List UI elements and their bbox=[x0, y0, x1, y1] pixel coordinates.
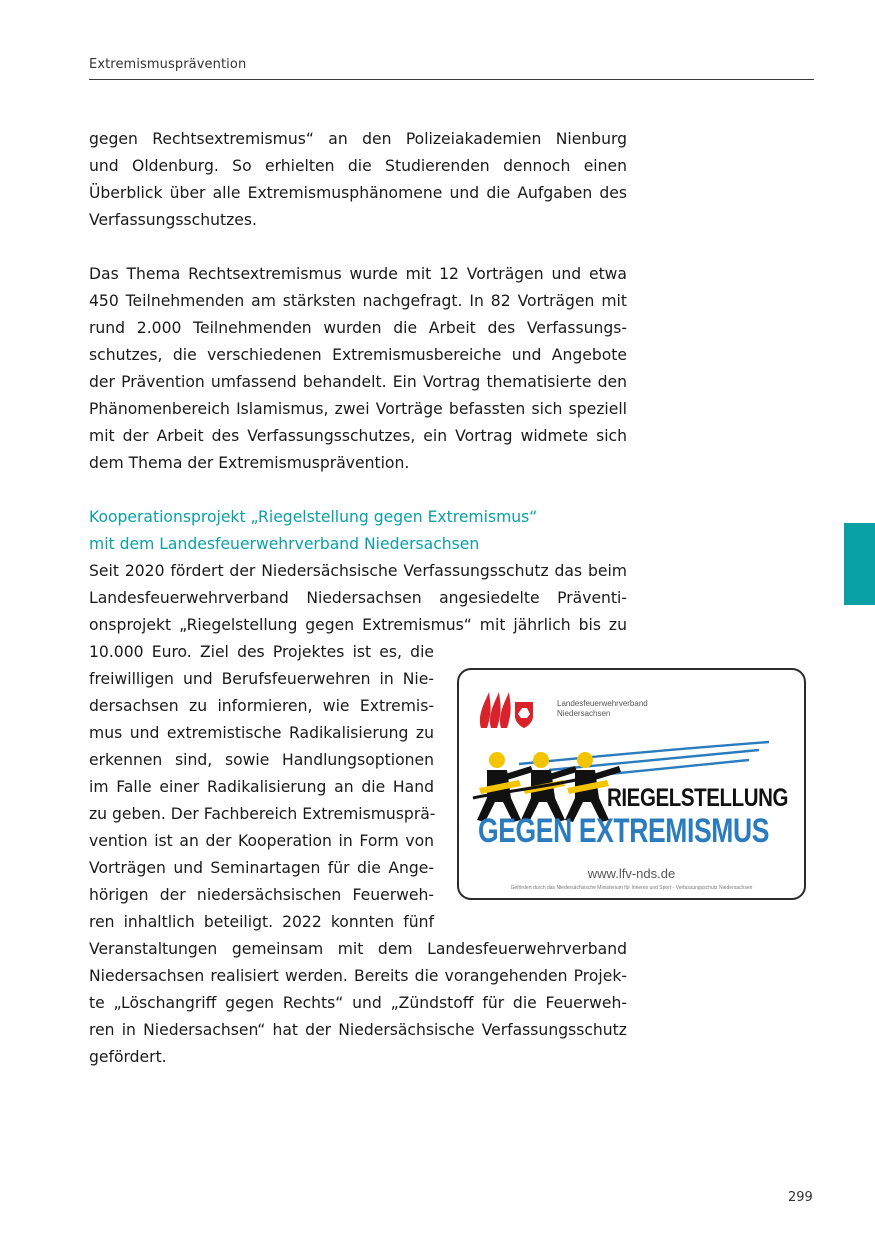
text-line: schutzes, die verschiedenen Extremismusbereiche und Angebote bbox=[89, 346, 627, 364]
section-paragraph-wrapped bbox=[89, 639, 434, 936]
text-line: te „Löschangriff gegen Rechts“ und „Zündstoff für die Feuerweh- bbox=[89, 994, 627, 1012]
running-head: Extremismusprävention bbox=[89, 57, 247, 72]
text-line: Vorträgen und Seminartagen für die Ange- bbox=[89, 859, 434, 877]
paragraph-1 bbox=[89, 126, 627, 234]
text-line: mit der Arbeit des Verfassungsschutzes, ein Vortrag widmete sich bbox=[89, 427, 627, 445]
text-line: Landesfeuerwehrverband Niedersachsen angesiedelte Präventi- bbox=[89, 589, 627, 607]
text-line: gefördert. bbox=[89, 1048, 167, 1066]
text-line: erkennen sind, sowie Handlungsoptionen bbox=[89, 751, 434, 769]
logo-subtitle: GEGEN EXTREMISMUS bbox=[478, 812, 770, 850]
logo-funding-note: Gefördert durch das Niedersächsische Ministerium für Inneres und Sport - Verfassungsschutz Niedersachsen bbox=[510, 885, 753, 891]
paragraph-2 bbox=[89, 261, 627, 477]
logo-organization-name bbox=[557, 699, 648, 719]
text-line: mus und extremistische Radikalisierung zu bbox=[89, 724, 434, 742]
text-line: Veranstaltungen gemeinsam mit dem Landesfeuerwehrverband bbox=[89, 940, 627, 958]
text-line: rund 2.000 Teilnehmenden wurden die Arbeit des Verfassungs- bbox=[89, 319, 627, 337]
text-line: 10.000 Euro. Ziel des Projektes ist es, die bbox=[89, 643, 434, 661]
section-paragraph-closing bbox=[89, 936, 627, 1071]
lfv-flame-icon bbox=[480, 692, 511, 728]
text-line: vention ist an der Kooperation in Form von bbox=[89, 832, 434, 850]
logo-org-line: Landesfeuerwehrverband bbox=[557, 699, 648, 708]
coat-of-arms-icon bbox=[515, 702, 533, 728]
text-line: zu geben. Der Fachbereich Extremismusprä- bbox=[89, 805, 436, 823]
text-line: ren in Niedersachsen“ hat der Niedersächsische Verfassungsschutz bbox=[89, 1021, 627, 1039]
text-line: gegen Rechtsextremismus“ an den Polizeiakademien Nienburg bbox=[89, 130, 627, 148]
section-heading-line: Kooperationsprojekt „Riegelstellung gegen Extremismus“ bbox=[89, 508, 538, 526]
text-line: Niedersachsen realisiert werden. Bereits die vorangehenden Projek- bbox=[89, 967, 627, 985]
text-line: freiwilligen und Berufsfeuerwehren in Nie- bbox=[89, 670, 434, 688]
text-line: Phänomenbereich Islamismus, zwei Vorträge befassten sich speziell bbox=[89, 400, 627, 418]
text-line: und Oldenburg. So erhielten die Studierenden dennoch einen bbox=[89, 157, 627, 175]
section-paragraph-intro bbox=[89, 558, 627, 639]
text-line: Überblick über alle Extremismusphänomene und die Aufgaben des bbox=[89, 184, 627, 202]
text-line: Seit 2020 fördert der Niedersächsische Verfassungsschutz das beim bbox=[89, 562, 627, 580]
chapter-tab-marker bbox=[844, 523, 875, 605]
text-line: der Prävention umfassend behandelt. Ein Vortrag thematisierte den bbox=[89, 373, 627, 391]
logo-url: www.lfv-nds.de bbox=[587, 866, 676, 881]
logo-org-line: Niedersachsen bbox=[557, 709, 611, 718]
section-heading-line: mit dem Landesfeuerwehrverband Niedersachsen bbox=[89, 535, 480, 553]
page-number: 299 bbox=[788, 1190, 813, 1205]
text-line: dersachsen zu informieren, wie Extremis- bbox=[89, 697, 434, 715]
text-line: onsprojekt „Riegelstellung gegen Extremismus“ mit jährlich bis zu bbox=[89, 616, 627, 634]
text-line: im Falle einer Radikalisierung an die Hand bbox=[89, 778, 434, 796]
text-line: Das Thema Rechtsextremismus wurde mit 12 Vorträgen und etwa bbox=[89, 265, 627, 283]
riegelstellung-logo bbox=[457, 668, 806, 900]
text-line: Verfassungsschutzes. bbox=[89, 211, 257, 229]
text-line: ren inhaltlich beteiligt. 2022 konnten fünf bbox=[89, 913, 434, 931]
text-line: dem Thema der Extremismusprävention. bbox=[89, 454, 410, 472]
text-line: 450 Teilnehmenden am stärksten nachgefragt. In 82 Vorträgen mit bbox=[89, 292, 627, 310]
text-line: hörigen der niedersächsischen Feuerweh- bbox=[89, 886, 434, 904]
header-rule bbox=[89, 79, 814, 80]
section-heading bbox=[89, 504, 537, 558]
logo-title: RIEGELSTELLUNG bbox=[607, 784, 789, 812]
